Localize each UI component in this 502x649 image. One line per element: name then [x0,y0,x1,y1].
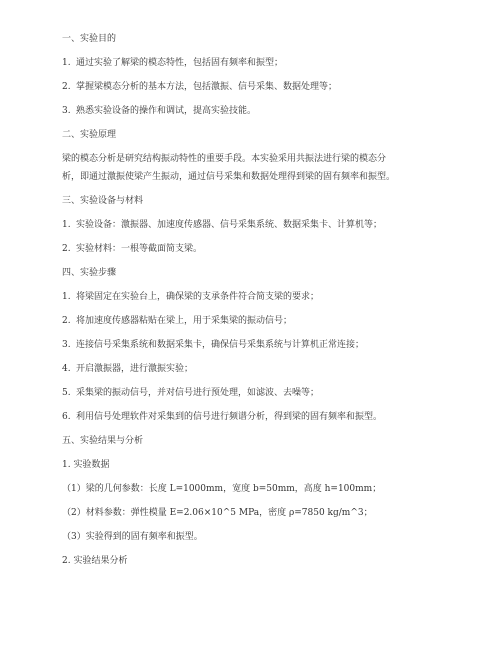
data-line: （2）材料参数：弹性模量 E=2.06×10^5 MPa，密度 ρ=7850 kg/m^3； [62,508,373,518]
list-item: 1. 通过实验了解梁的模态特性，包括固有频率和振型； [62,58,284,68]
section-heading-equipment: 三、实验设备与材料 [62,196,144,206]
list-item: 3. 连接信号采集系统和数据采集卡，确保信号采集系统与计算机正常连接； [62,340,365,350]
section-heading-principle: 二、实验原理 [62,130,117,140]
list-item: 2. 掌握梁模态分析的基本方法，包括激振、信号采集、数据处理等； [62,82,338,92]
list-item: 2. 实验材料：一根等截面简支梁。 [62,244,203,254]
list-item: 3. 熟悉实验设备的操作和调试，提高实验技能。 [62,106,257,116]
section-heading-results: 五、实验结果与分析 [62,436,144,446]
list-item: 4. 开启激振器，进行激振实验； [62,364,194,374]
subheading-data: 1. 实验数据 [62,460,110,470]
data-line: （1）梁的几何参数：长度 L=1000mm，宽度 b=50mm，高度 h=100mm； [62,484,382,494]
paragraph-line: 梁的模态分析是研究结构振动特性的重要手段。本实验采用共振法进行梁的模态分 [62,154,387,164]
list-item: 2. 将加速度传感器粘贴在梁上，用于采集梁的振动信号； [62,316,293,326]
list-item: 1. 将梁固定在实验台上，确保梁的支承条件符合简支梁的要求； [62,292,320,302]
principle-paragraph [62,152,462,184]
data-line: （3）实验得到的固有频率和振型。 [62,532,203,542]
list-item: 1. 实验设备：激振器、加速度传感器、信号采集系统、数据采集卡、计算机等； [62,220,383,230]
paragraph-line: 析，即通过激振使梁产生振动，通过信号采集和数据处理得到梁的固有频率和振型。 [62,172,396,182]
subheading-analysis: 2. 实验结果分析 [62,556,128,566]
section-heading-steps: 四、实验步骤 [62,268,117,278]
list-item: 6. 利用信号处理软件对采集到的信号进行频谱分析，得到梁的固有频率和振型。 [62,412,383,422]
list-item: 5. 采集梁的振动信号，并对信号进行预处理，如滤波、去噪等； [62,388,320,398]
section-heading-purpose: 一、实验目的 [62,34,117,44]
